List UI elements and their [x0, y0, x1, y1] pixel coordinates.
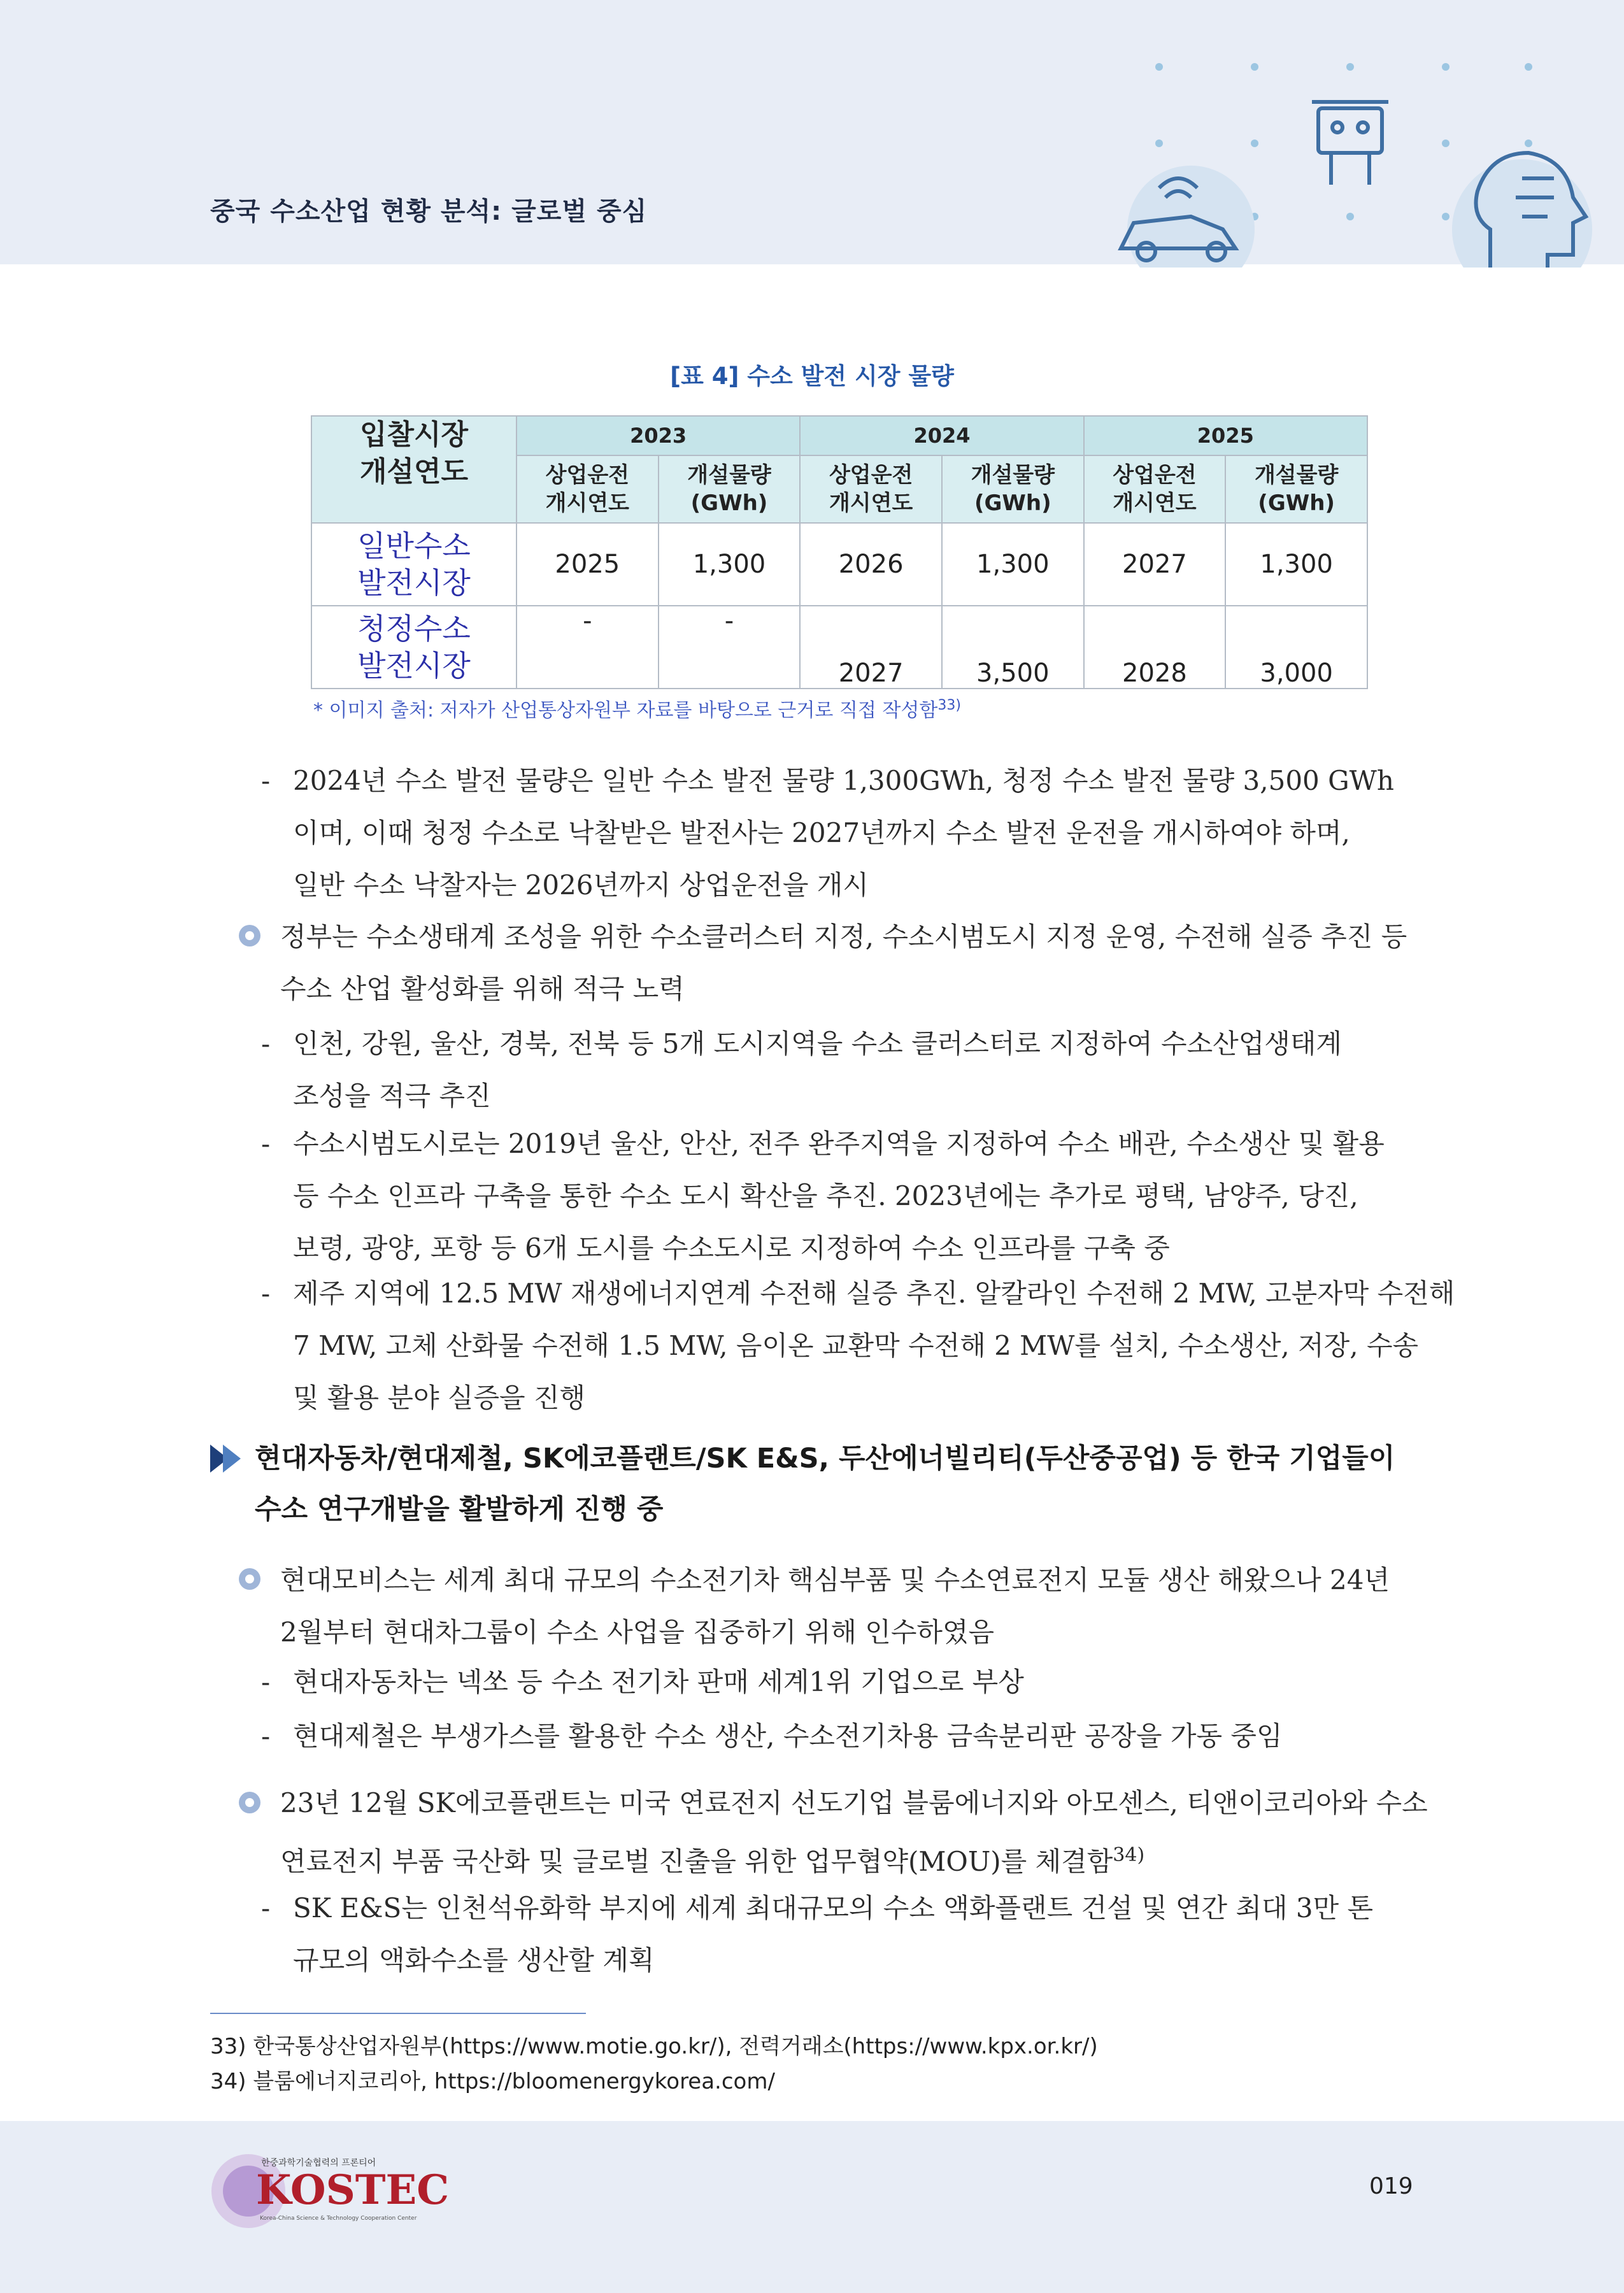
table-cell: 2028: [1084, 606, 1226, 689]
dash-item: - 현대제철은 부생가스를 활용한 수소 생산, 수소전기차용 금속분리판 공장을 가동 중임: [293, 1710, 1283, 1762]
table-cell: 3,500: [942, 606, 1084, 689]
text-line: 정부는 수소생태계 조성을 위한 수소클러스터 지정, 수소시범도시 지정 운영, 수전해 실증 추진 등: [280, 921, 1407, 952]
bullet-item: [280, 1554, 1390, 1659]
table-caption: [표 4] 수소 발전 시장 물량: [670, 362, 954, 390]
text-line: 연료전지 부품 국산화 및 글로벌 진출을 위한 업무협약(MOU)를 체결함$^{34)}$: [280, 1844, 1145, 1877]
bullet-icon: [239, 925, 260, 946]
text-line: 인천, 강원, 울산, 경북, 전북 등 5개 도시지역을 수소 클러스터로 지정하여 수소산업생태계: [293, 1028, 1343, 1059]
text-line: 제주 지역에 12.5 MW 재생에너지연계 수전해 실증 추진. 알칼라인 수전해 2 MW, 고분자막 수전해: [293, 1278, 1455, 1309]
section-heading: 현대자동차/현대제철, SK에코플랜트/SK E&S, 두산에너빌리티(두산중공업) 등 한국 기업들이 수소 연구개발을 활발하게 진행 중: [255, 1443, 1395, 1525]
kostec-logo: [210, 2140, 452, 2242]
sub-header-start: 상업운전 개시연도: [516, 455, 659, 523]
bullet-item: [280, 911, 1407, 1015]
text-line: 현대제철은 부생가스를 활용한 수소 생산, 수소전기차용 금속분리판 공장을 가동 중임: [293, 1720, 1283, 1752]
table-cell: 2027: [800, 606, 942, 689]
text-line: 2월부터 현대차그룹이 수소 사업을 집중하기 위해 인수하였음: [280, 1617, 995, 1648]
year-header: 2023: [516, 416, 800, 455]
text-line: 23년 12월 SK에코플랜트는 미국 연료전지 선도기업 블룸에너지와 아모센스, 티앤이코리아와 수소: [280, 1787, 1428, 1818]
page-number: 019: [1369, 2173, 1413, 2199]
corner-line2: 개설연도: [359, 455, 468, 488]
table-cell: 1,300: [942, 523, 1084, 606]
table-cell: -: [659, 606, 801, 689]
row-label: 청정수소 발전시장: [311, 606, 516, 689]
table-row: [311, 523, 1367, 606]
svg-text:한중과학기술협력의 프론티어: 한중과학기술협력의 프론티어: [261, 2158, 376, 2168]
text-line: 7 MW, 고체 산화물 수전해 1.5 MW, 음이온 교환막 수전해 2 MW를 설치, 수소생산, 저장, 수송: [293, 1330, 1419, 1361]
sub-header-volume: 개설물량 (GWh): [1225, 455, 1367, 523]
corner-line1: 입찰시장: [359, 418, 468, 451]
table-cell: -: [516, 606, 659, 689]
footnote-divider: [210, 2013, 586, 2014]
text-line: 보령, 광양, 포항 등 6개 도시를 수소도시로 지정하여 수소 인프라를 구축 중: [293, 1232, 1170, 1264]
text-line: 수소시범도시로는 2019년 울산, 안산, 전주 완주지역을 지정하여 수소 배관, 수소생산 및 활용: [293, 1128, 1385, 1159]
table-cell: 1,300: [659, 523, 801, 606]
text-line: 일반 수소 낙찰자는 2026년까지 상업운전을 개시: [293, 869, 869, 901]
text-line: 2024년 수소 발전 물량은 일반 수소 발전 물량 1,300GWh, 청정 수소 발전 물량 3,500 GWh: [293, 765, 1394, 796]
sub-header-start: 상업운전 개시연도: [1084, 455, 1226, 523]
text-line: 조성을 적극 추진: [293, 1080, 491, 1111]
table-cell: 2026: [800, 523, 942, 606]
market-volume-table: [311, 415, 1368, 689]
bullet-icon: [239, 1792, 260, 1813]
dash-item: - 현대자동차는 넥쏘 등 수소 전기차 판매 세계1위 기업으로 부상: [293, 1656, 1024, 1708]
svg-text:Korea-China Science & Technolo: Korea-China Science & Technology Cooperation Center: [260, 2215, 417, 2222]
bullet-icon: [239, 1568, 260, 1590]
text-line: 현대모비스는 세계 최대 규모의 수소전기차 핵심부품 및 수소연료전지 모듈 생산 해왔으나 24년: [280, 1564, 1390, 1596]
sub-header-volume: 개설물량 (GWh): [942, 455, 1084, 523]
year-header: 2024: [800, 416, 1083, 455]
dash-item: - 수소시범도시로는 2019년 울산, 안산, 전주 완주지역을 지정하여 수소 배관, 수소생산 및 활용 등 수소 인프라 구축을 통한 수소 도시 확산을 추진. 2023년에는 추가로 평택, 남양주, 당진, 보령, 광양, 포항 등 6개 도시를 수소도시로 지정하여 수소 인프라를 구축 중: [293, 1118, 1385, 1275]
dash-item: - 제주 지역에 12.5 MW 재생에너지연계 수전해 실증 추진. 알칼라인 수전해 2 MW, 고분자막 수전해 7 MW, 고체 산화물 수전해 1.5 MW, 음이온 교환막 수전해 2 MW를 설치, 수소생산, 저장, 수송 및 활용 분야 실증을 진행: [293, 1268, 1455, 1424]
dash-item: - 2024년 수소 발전 물량은 일반 수소 발전 물량 1,300GWh, 청정 수소 발전 물량 3,500 GWh 이며, 이때 청정 수소로 낙찰받은 발전사는 2027년까지 수소 발전 운전을 개시하여야 하며, 일반 수소 낙찰자는 2026년까지 상업운전을 개시: [293, 755, 1394, 911]
table-cell: 2027: [1084, 523, 1226, 606]
text-line: 규모의 액화수소를 생산할 계획: [293, 1945, 655, 1976]
year-header: 2025: [1084, 416, 1367, 455]
table-row: [311, 606, 1367, 689]
robot-icon: [1312, 102, 1388, 185]
dash-item: - SK E&S는 인천석유화학 부지에 세계 최대규모의 수소 액화플랜트 건설 및 연간 최대 3만 톤 규모의 액화수소를 생산할 계획: [293, 1882, 1373, 1987]
row-label: 일반수소 발전시장: [311, 523, 516, 606]
page-header: [0, 0, 1624, 264]
table-cell: 3,000: [1225, 606, 1367, 689]
footnote: 33) 한국통상산업자원부(https://www.motie.go.kr/), 전력거래소(https://www.kpx.or.kr/): [210, 2034, 1098, 2059]
text-line: 현대자동차는 넥쏘 등 수소 전기차 판매 세계1위 기업으로 부상: [293, 1666, 1024, 1697]
footnote: 34) 블룸에너지코리아, https://bloomenergykorea.com/: [210, 2069, 775, 2094]
section-arrow-icon: [210, 1445, 243, 1473]
sub-header-volume: 개설물량 (GWh): [659, 455, 801, 523]
table-cell: 1,300: [1225, 523, 1367, 606]
text-line: 수소 산업 활성화를 위해 적극 노력: [280, 973, 685, 1004]
svg-text:KOSTEC: KOSTEC: [256, 2166, 450, 2214]
table-cell: 2025: [516, 523, 659, 606]
table-corner-header: [311, 416, 516, 523]
bullet-item: [280, 1777, 1428, 1888]
running-title: 중국 수소산업 현황 분석: 글로벌 중심: [210, 197, 648, 226]
sub-header-start: 상업운전 개시연도: [800, 455, 942, 523]
dash-item: - 인천, 강원, 울산, 경북, 전북 등 5개 도시지역을 수소 클러스터로 지정하여 수소산업생태계 조성을 적극 추진: [293, 1018, 1342, 1122]
header-illustration: [1083, 38, 1605, 268]
table-source: * 이미지 출처: 저자가 산업통상자원부 자료를 바탕으로 근거로 직접 작성함$^{33)}$: [313, 697, 961, 722]
text-line: 등 수소 인프라 구축을 통한 수소 도시 확산을 추진. 2023년에는 추가로 평택, 남양주, 당진,: [293, 1180, 1358, 1211]
text-line: 이며, 이때 청정 수소로 낙찰받은 발전사는 2027년까지 수소 발전 운전을 개시하여야 하며,: [293, 817, 1350, 848]
text-line: SK E&S는 인천석유화학 부지에 세계 최대규모의 수소 액화플랜트 건설 및 연간 최대 3만 톤: [293, 1892, 1374, 1924]
text-line: 및 활용 분야 실증을 진행: [293, 1382, 586, 1413]
